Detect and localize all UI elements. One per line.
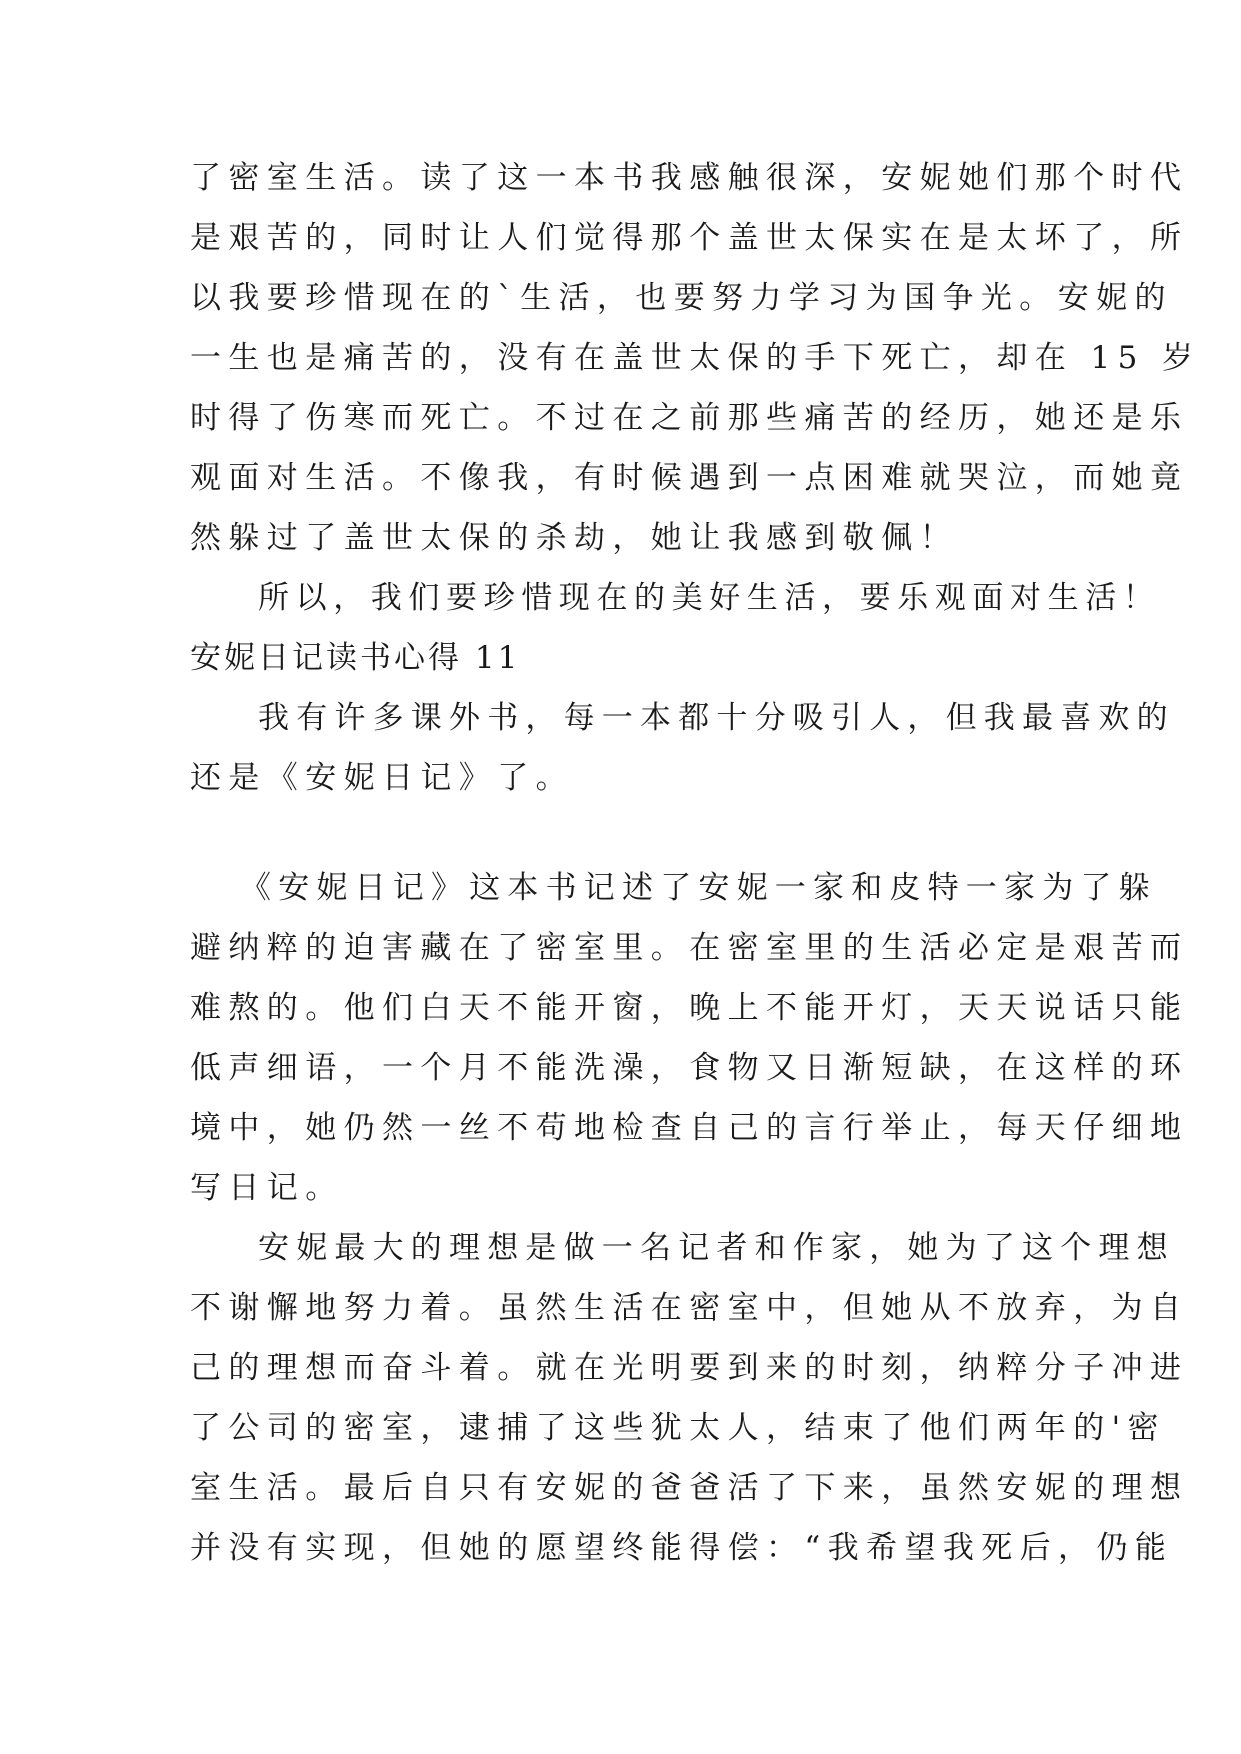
- paragraph-line: 并没有实现，但她的愿望终能得偿：“我希望我死后，仍能: [190, 1530, 1174, 1566]
- paragraph-line: 了公司的密室，逮捕了这些犹太人，结束了他们两年的'密: [190, 1410, 1166, 1446]
- paragraph-line: 一生也是痛苦的，没有在盖世太保的手下死亡，却在 15 岁: [190, 340, 1201, 376]
- paragraph-line: 境中，她仍然一丝不苟地检查自己的言行举止，每天仔细地: [190, 1110, 1189, 1146]
- paragraph-line: 《安妮日记》这本书记述了安妮一家和皮特一家为了躲: [240, 870, 1157, 906]
- paragraph-line: 安妮最大的理想是做一名记者和作家，她为了这个理想: [258, 1230, 1175, 1266]
- paragraph-line: 我有许多课外书，每一本都十分吸引人，但我最喜欢的: [258, 700, 1175, 736]
- paragraph-line: 时得了伤寒而死亡。不过在之前那些痛苦的经历，她还是乐: [190, 400, 1189, 436]
- paragraph-line: 写日记。: [190, 1170, 344, 1206]
- paragraph-line: 是艰苦的，同时让人们觉得那个盖世太保实在是太坏了，所: [190, 220, 1189, 256]
- paragraph-line: 低声细语，一个月不能洗澡，食物又日渐短缺，在这样的环: [190, 1050, 1189, 1086]
- paragraph-line: 所以，我们要珍惜现在的美好生活，要乐观面对生活！: [258, 580, 1161, 616]
- section-heading: 安妮日记读书心得 11: [190, 640, 521, 676]
- paragraph-line: 己的理想而奋斗着。就在光明要到来的时刻，纳粹分子冲进: [190, 1350, 1189, 1386]
- paragraph-line: 还是《安妮日记》了。: [190, 760, 574, 796]
- paragraph-line: 以我要珍惜现在的`生活，也要努力学习为国争光。安妮的: [190, 280, 1173, 316]
- paragraph-line: 避纳粹的迫害藏在了密室里。在密室里的生活必定是艰苦而: [190, 930, 1189, 966]
- paragraph-line: 室生活。最后自只有安妮的爸爸活了下来，虽然安妮的理想: [190, 1470, 1189, 1506]
- paragraph-line: 难熬的。他们白天不能开窗，晚上不能开灯，天天说话只能: [190, 990, 1189, 1026]
- paragraph-line: 观面对生活。不像我，有时候遇到一点困难就哭泣，而她竟: [190, 460, 1189, 496]
- paragraph-line: 然躲过了盖世太保的杀劫，她让我感到敬佩！: [190, 520, 958, 556]
- paragraph-line: 了密室生活。读了这一本书我感触很深，安妮她们那个时代: [190, 160, 1189, 196]
- paragraph-line: 不谢懈地努力着。虽然生活在密室中，但她从不放弃，为自: [190, 1290, 1189, 1326]
